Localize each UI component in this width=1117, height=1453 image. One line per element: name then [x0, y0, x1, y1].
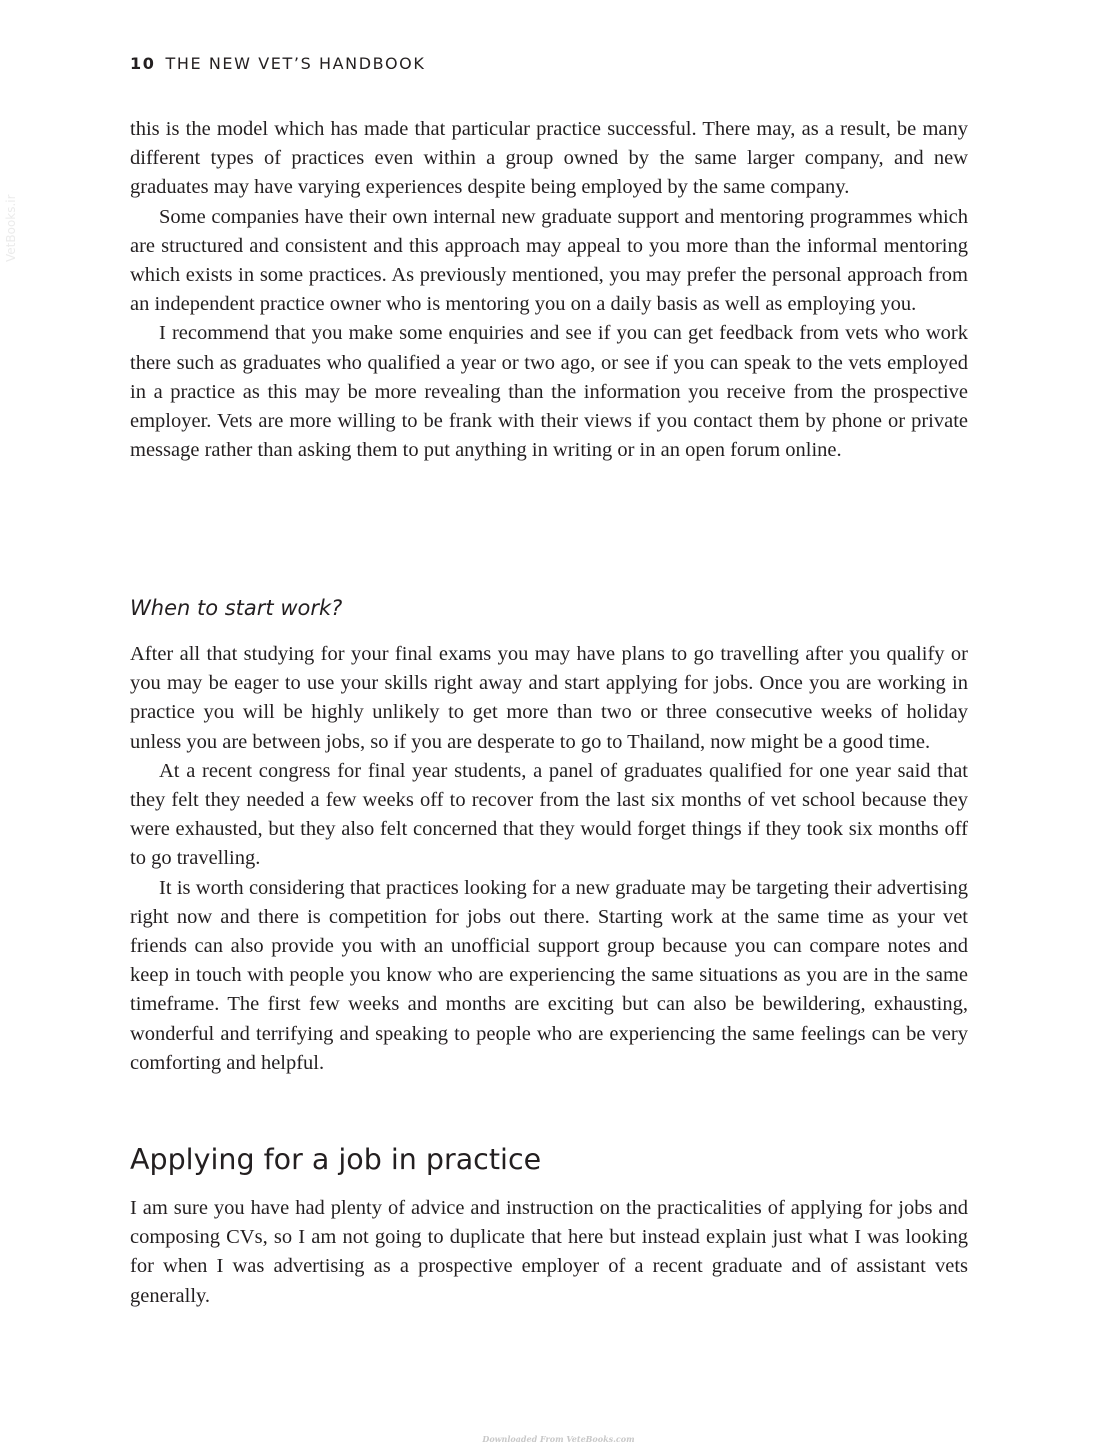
- applying-section: [130, 1194, 968, 1311]
- body-paragraph: After all that studying for your final exams you may have plans to go travelling after you qualify or you may be eager to use your skills right away and start applying for jobs. Once you are working in practice you will be highly unlikely to get more than two or three consecutive weeks of holiday unless you are between jobs, so if you are desperate to go to Thailand, now might be a good time.: [130, 643, 968, 753]
- running-head: [130, 54, 425, 73]
- body-paragraph: this is the model which has made that particular practice successful. There may, as a result, be many different types of practices even within a group owned by the same larger company, and new graduates may have varying experiences despite being employed by the same company.: [130, 118, 968, 199]
- intro-section: [130, 115, 968, 465]
- body-paragraph: At a recent congress for final year students, a panel of graduates qualified for one year said that they felt they needed a few weeks off to recover from the last six months of vet school because they were exhausted, but they also felt concerned that they would forget things if they took six months off to go travelling.: [130, 759, 968, 870]
- footer-watermark: Downloaded From VeteBooks.com: [482, 1434, 635, 1444]
- subheading-when-to-start: When to start work?: [130, 596, 343, 620]
- book-title: THE NEW VET’S HANDBOOK: [165, 54, 426, 73]
- body-paragraph: I am sure you have had plenty of advice and instruction on the practicalities of applying for jobs and composing CVs, so I am not going to duplicate that here but instead explain just what I was looking for when I was advertising as a prospective employer of a recent graduate and of assistant vets generally.: [130, 1197, 968, 1307]
- when-to-start-section: [130, 640, 968, 1078]
- section-heading-applying: Applying for a job in practice: [130, 1143, 542, 1176]
- body-paragraph: I recommend that you make some enquiries and see if you can get feedback from vets who work there such as graduates who qualified a year or two ago, or see if you can speak to the vets employed in a practice as this may be more revealing than the information you receive from the prospective employer. Vets are more willing to be frank with their views if you contact them by phone or private message rather than asking them to put anything in writing or in an open forum online.: [130, 322, 968, 462]
- body-paragraph: It is worth considering that practices looking for a new graduate may be targeting their advertising right now and there is competition for jobs out there. Starting work at the same time as your vet friends can also provide you with an unofficial support group because you can compare notes and keep in touch with people you know who are experiencing the same situations as you are in the same timeframe. The first few weeks and months are exciting but can also be bewildering, exhausting, wonderful and terrifying and speaking to people who are experiencing the same feelings can be very comforting and helpful.: [130, 876, 968, 1074]
- body-paragraph: Some companies have their own internal new graduate support and mentoring programmes which are structured and consistent and this approach may appeal to you more than the informal mentoring which exists in some practices. As previously mentioned, you may prefer the personal approach from an independent practice owner who is mentoring you on a daily basis as well as employing you.: [130, 205, 968, 316]
- side-watermark: VetBooks.ir: [4, 194, 18, 262]
- page-number: 10: [130, 54, 156, 73]
